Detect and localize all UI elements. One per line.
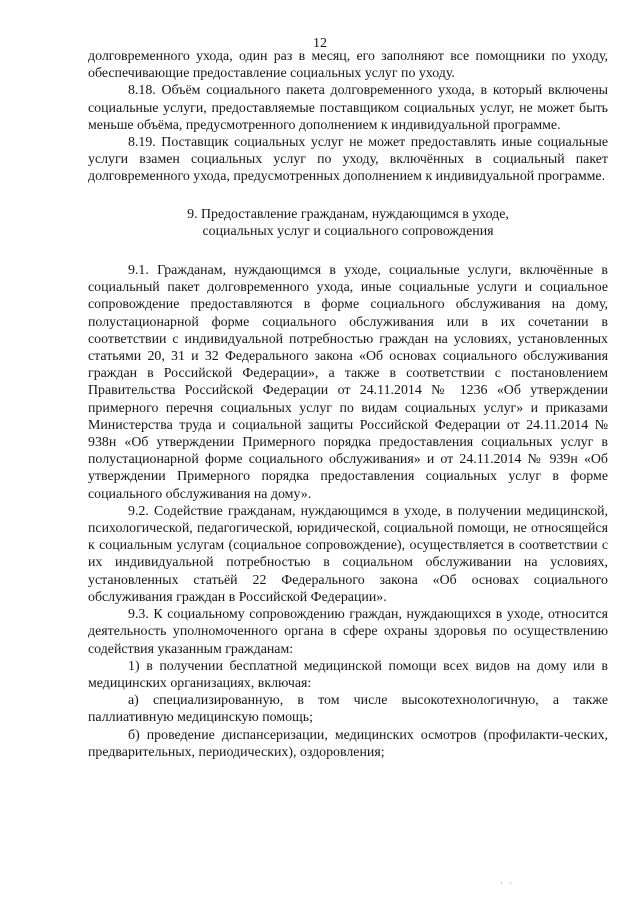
paragraph-9-3: 9.3. К социальному сопровождению граждан, нуждающихся в уходе, относится деятельность уполномоченного органа в сфере охраны здоровья по осуществлению содействия указанным гражданам: [88, 607, 608, 657]
list-item-b: б) проведение диспансеризации, медицинских осмотров (профилакти-ческих, предварительных, периодических), оздоровления; [88, 727, 608, 760]
document-body [88, 48, 608, 761]
paragraph-9-2: 9.2. Содействие гражданам, нуждающимся в уходе, в получении медицинской, психологической, педагогической, юридической, социальной помощи, не относящейся к социальным услугам (социальное сопровождение), осуществляется в соответствии с их индивидуальной потребностью в социальном обслуживании на условиях, установленных статьёй 22 Федерального закона «Об основах социального обслуживания граждан в Российской Федерации». [88, 503, 608, 605]
list-item-a: а) специализированную, в том числе высокотехнологичную, а также паллиативную медицинскую помощь; [88, 693, 608, 726]
list-item-1: 1) в получении бесплатной медицинской помощи всех видов на дому или в медицинских организациях, включая: [88, 658, 608, 691]
section-heading-line-1: 9. Предоставление гражданам, нуждающимся в уходе, [187, 206, 509, 222]
paragraph-9-1: 9.1. Гражданам, нуждающимся в уходе, социальные услуги, включённые в социальный пакет долговременного ухода, иные социальные услуги и социальное сопровождение предоставляются в форме социального обслуживания на дому, полустационарной форме социального обслуживания или в их сочетании в соответствии с индивидуальной потребностью граждан на условиях, установленных статьями 20, 31 и 32 Федерального закона «Об основах социального обслуживания граждан в Российской Федерации», а также в соответствии с постановлением Правительства Российской Федерации от 24.11.2014 № 1236 «Об утверждении примерного перечня социальных услуг по видам социальных услуг» и приказами Министерства труда и социальной защиты Российской Федерации от 24.11.2014 № 938н «Об утверждении Примерного порядка предоставления социальных услуг в полустационарной форме социального обслуживания» и от 24.11.2014 № 939н «Об утверждении Примерного порядка предоставления социальных услуг в форме социального обслуживания на дому». [88, 263, 608, 502]
paragraph-8-19: 8.19. Поставщик социальных услуг не может предоставлять иные социальные услуги взамен социальных услуг по уходу, включённых в социальный пакет долговременного ухода, предусмотренных дополнением к индивидуальной программе. [88, 135, 608, 185]
section-heading-line-2: социальных услуг и социального сопровождения [202, 223, 494, 239]
paragraph-8-18: 8.18. Объём социального пакета долговременного ухода, в который включены социальные услуги, предоставляемые поставщиком социальных услуг, не может быть меньше объёма, предусмотренного дополнением к индивидуальной программе. [88, 83, 608, 133]
section-heading [88, 206, 608, 240]
page-number: 12 [313, 36, 327, 51]
scan-artifact: · · [500, 878, 515, 888]
paragraph-continuation: долговременного ухода, один раз в месяц, его заполняют все помощники по уходу, обеспечивающие предоставление социальных услуг по уходу. [88, 49, 608, 82]
